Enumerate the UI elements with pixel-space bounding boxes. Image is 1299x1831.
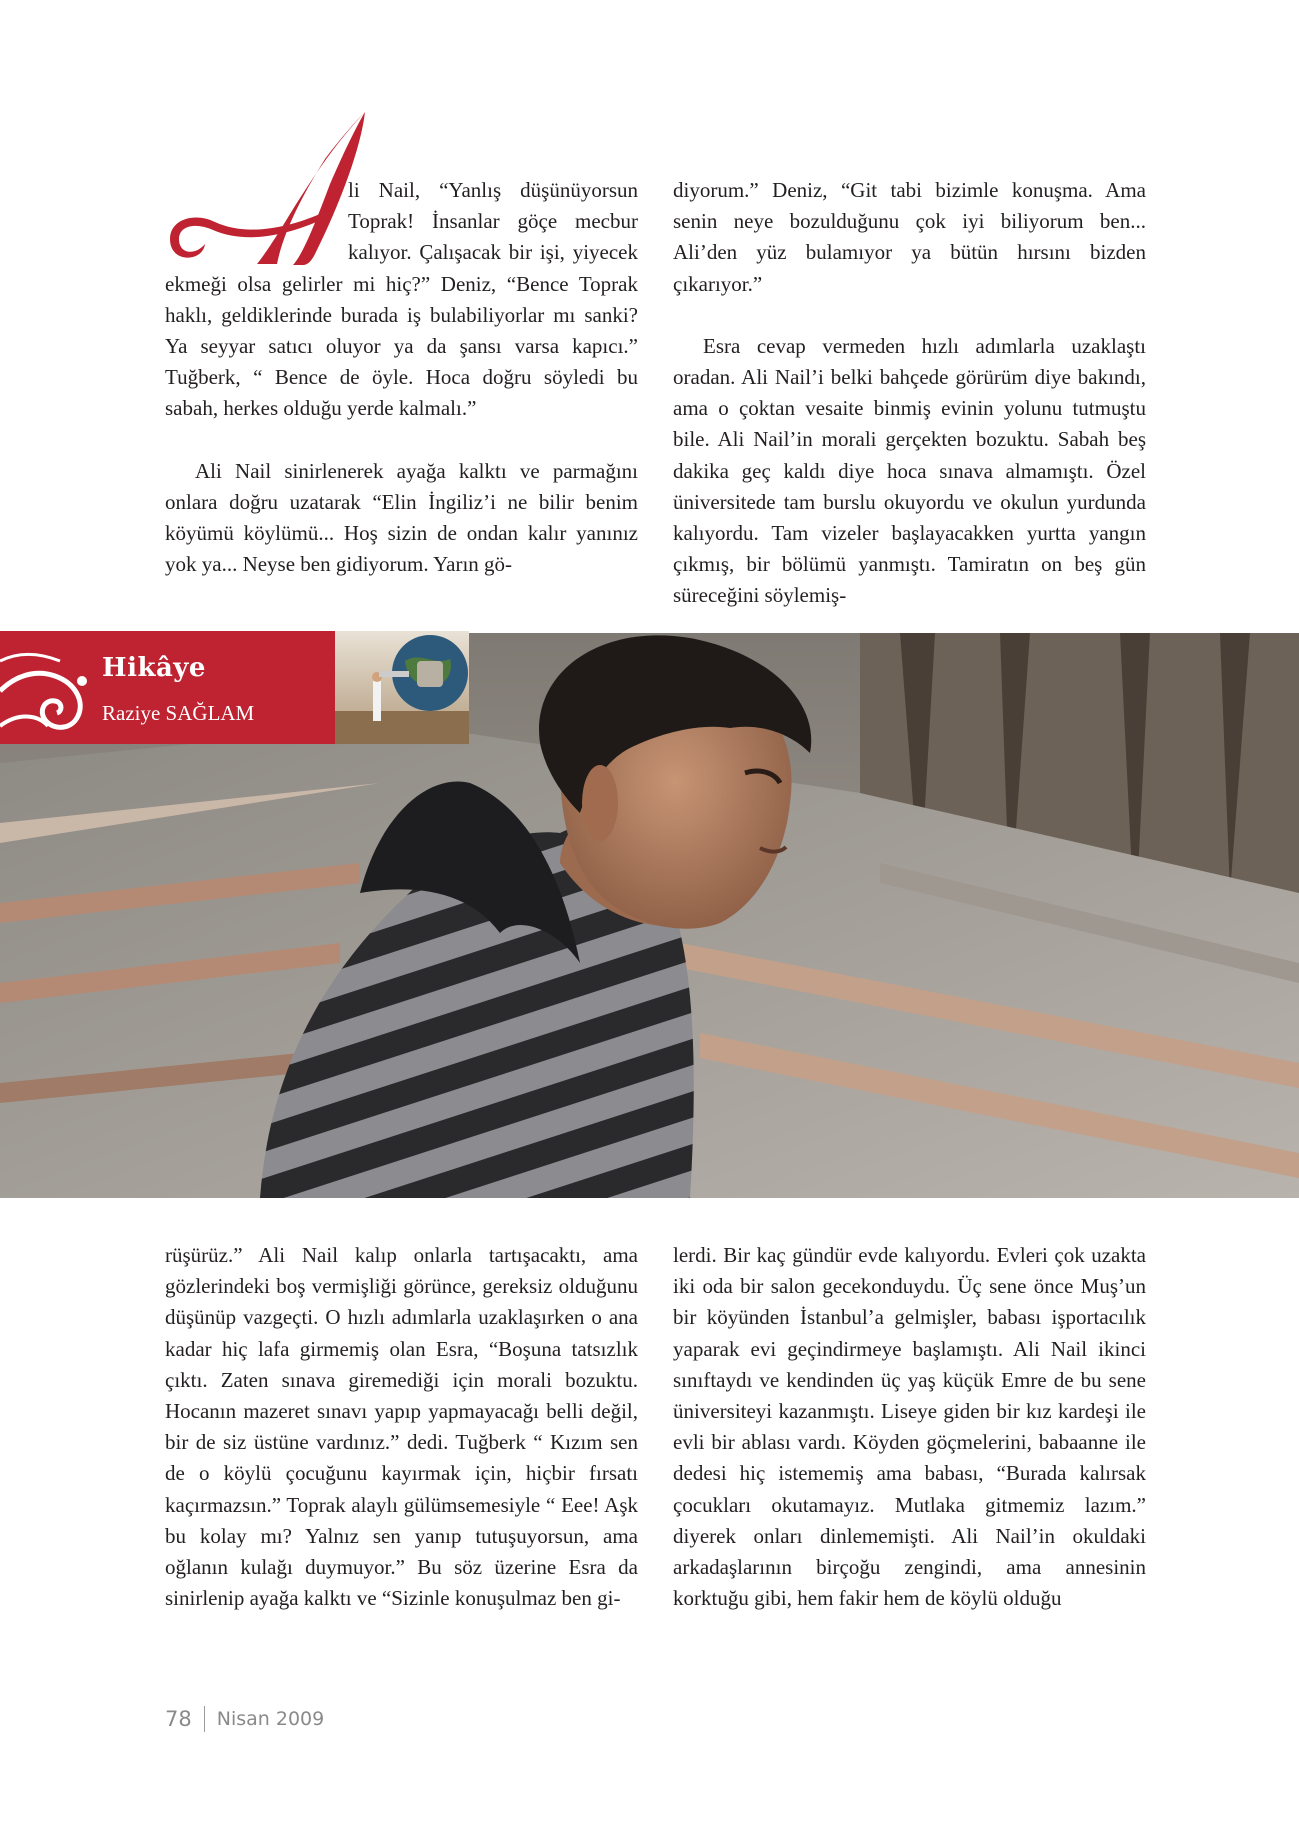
article-column-top-left	[165, 175, 638, 580]
ornament-swirl-icon	[0, 631, 100, 744]
footer-divider	[204, 1706, 205, 1732]
article-column-bottom-right	[673, 1240, 1146, 1614]
author-name: Raziye SAĞLAM	[102, 701, 255, 725]
article-column-top-right	[673, 175, 1146, 612]
paragraph: Ali Nail sinirlenerek ayağa kalktı ve parmağını onlara doğru uzatarak “Elin İngiliz’i ne bilir benim köyümü köylümü... Hoş sizin de ondan kalır yanınız yok ya... Neyse ben gidiyorum. Yarın gö-	[165, 458, 638, 577]
drop-cap-spacer	[165, 175, 348, 268]
paragraph: diyorum.” Deniz, “Git tabi bizimle konuşma. Ama senin neye bozulduğunu çok iyi biliyorum ben... Ali’den yüz bulamıyor ya bütün hırsını bizden çıkarıyor.”	[673, 178, 1146, 296]
paragraph: rüşürüz.” Ali Nail kalıp onlarla tartışacaktı, ama gözlerindeki boş vermişliği görünce, gereksiz olduğunu düşünüp vazgeçti. O hızlı adımlarla uzaklaşırken o ana kadar hiç lafa girmemiş olan Esra, “Boşuna tatsızlık çıktı. Zaten sınava giremediği için morali bozuktu. Hocanın mazeret sınavı yapıp yapmayacağı belli değil, bir de siz üstüne vardınız.” dedi. Tuğberk “ Kızım sen de o köylü çocuğunu kayırmak için, hiçbir fırsatı kaçırmazsın.” Toprak alaylı gülümsemesiyle “ Eee! Aşk bu kolay mı? Yalnız sen yanıp tutuşuyorsun, ama oğlanın kulağı duymuyor.” Bu söz üzerine Esra da sinirlenip ayağa kalktı ve “Sizinle konuşulmaz ben gi-	[165, 1243, 638, 1611]
page-footer	[165, 1706, 324, 1732]
paragraph: li Nail, “Yanlış düşünüyorsun Toprak! İnsanlar göçe mecbur kalıyor. Çalışacak bir işi, yiyecek ekmeği olsa gelirler mi hiç?” Deniz, “Bence Toprak haklı, geldiklerinde burada iş bulabiliyorlar mı sanki? Ya seyyar satıcı oluyor ya da şansı varsa kapıcı.” Tuğberk, “ Bence de öyle. Hoca doğru söyledi bu sabah, herkes olduğu yerde kalmalı.”	[165, 178, 638, 421]
paragraph: lerdi. Bir kaç gündür evde kalıyordu. Evleri çok uzakta iki oda bir salon gecekonduydu. Üç sene önce Muş’un bir köyünden İstanbul’a gelmişler, babası işportacılık yaparak evi geçindirmeye başlamıştı. Ali Nail ikinci sınıftaydı ve kendinden üç yaş küçük Emre de bu sene üniversiteyi kazanmıştı. Liseye giden bir kız kardeşi ile evli bir ablası vardı. Köyden göçmelerini, babaanne ile dedesi hiç istememiş ama babası, “Burada kalırsak çocukları okutamayız. Mutlaka gitmemiz lazım.” diyerek onları dinlememişti. Ali Nail’in okuldaki arkadaşlarının birçoğu zengindi, ama annesinin korktuğu gibi, hem fakir hem de köylü olduğu	[673, 1243, 1146, 1611]
thumbnail-image	[335, 631, 469, 744]
page-number: 78	[165, 1707, 192, 1731]
issue-date: Nisan 2009	[216, 1708, 325, 1730]
section-title: Hikâye	[102, 653, 206, 683]
paragraph: Esra cevap vermeden hızlı adımlarla uzaklaştı oradan. Ali Nail’i belki bahçede görürüm diye bakındı, ama o çoktan vesaite binmiş evinin yolunu tutmuştu bile. Ali Nail’in morali gerçekten bozuktu. Sabah beş dakika geç kaldı diye hoca sınava almamıştı. Özel üniversitede tam burslu okuyordu ve okulun yurdunda kalıyordu. Tam vizeler başlayacakken yurtta yangın çıkmış, bir bölümü yanmıştı. Tamiratın on beş gün süreceğini söylemiş-	[673, 333, 1146, 608]
section-banner	[0, 631, 335, 744]
article-column-bottom-left	[165, 1240, 638, 1614]
